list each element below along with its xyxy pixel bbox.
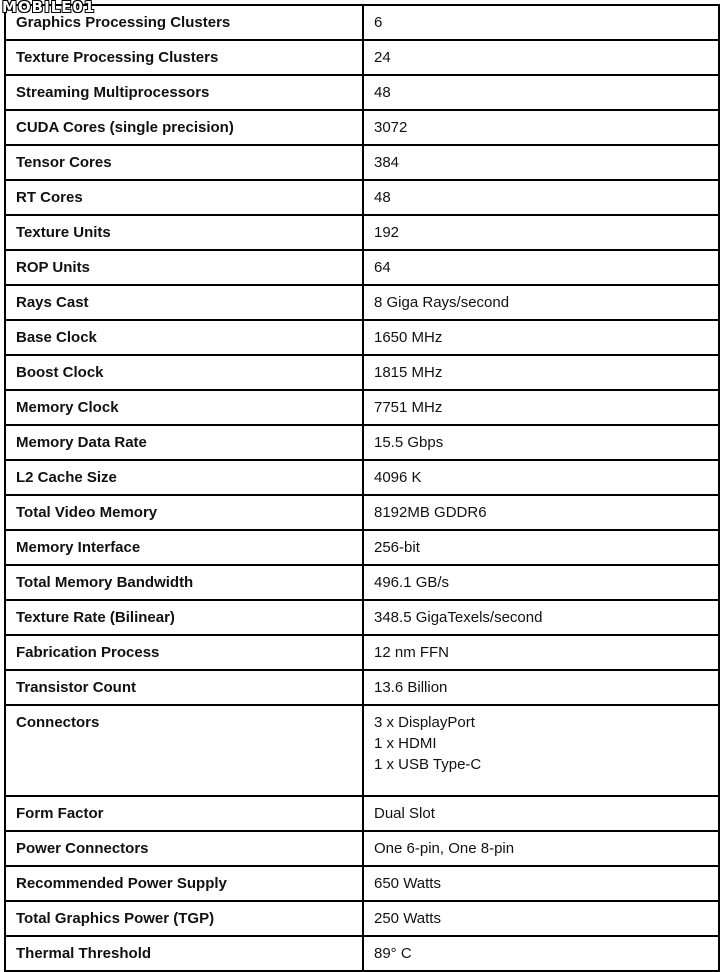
- table-row: [5, 40, 719, 75]
- table-row: [5, 670, 719, 705]
- spec-value: 48: [363, 75, 719, 110]
- spec-value: 8 Giga Rays/second: [363, 285, 719, 320]
- table-row: [5, 320, 719, 355]
- table-row: [5, 425, 719, 460]
- spec-value: 64: [363, 250, 719, 285]
- spec-value: 24: [363, 40, 719, 75]
- spec-label: Base Clock: [5, 320, 363, 355]
- spec-label: Form Factor: [5, 796, 363, 831]
- spec-value: 256-bit: [363, 530, 719, 565]
- spec-value: 15.5 Gbps: [363, 425, 719, 460]
- table-row: [5, 390, 719, 425]
- spec-label: Memory Data Rate: [5, 425, 363, 460]
- spec-table-body: [5, 5, 719, 971]
- table-row: [5, 936, 719, 971]
- spec-label: Connectors: [5, 705, 363, 796]
- table-row: [5, 866, 719, 901]
- connector-item: 3 x DisplayPort: [374, 714, 475, 731]
- table-row: [5, 215, 719, 250]
- table-row: [5, 600, 719, 635]
- spec-value: One 6-pin, One 8-pin: [363, 831, 719, 866]
- spec-value: Dual Slot: [363, 796, 719, 831]
- spec-value: 48: [363, 180, 719, 215]
- spec-label: Texture Processing Clusters: [5, 40, 363, 75]
- spec-label: Total Video Memory: [5, 495, 363, 530]
- table-row: [5, 285, 719, 320]
- table-row: [5, 530, 719, 565]
- table-row: [5, 145, 719, 180]
- table-row: [5, 565, 719, 600]
- spec-value: 192: [363, 215, 719, 250]
- spec-label: Total Memory Bandwidth: [5, 565, 363, 600]
- spec-value: 8192MB GDDR6: [363, 495, 719, 530]
- table-row: [5, 635, 719, 670]
- spec-label: L2 Cache Size: [5, 460, 363, 495]
- site-watermark-logo: MOBILE01: [2, 0, 96, 16]
- spec-value: 496.1 GB/s: [363, 565, 719, 600]
- table-row: [5, 110, 719, 145]
- table-row: [5, 460, 719, 495]
- spec-value: 7751 MHz: [363, 390, 719, 425]
- spec-label: CUDA Cores (single precision): [5, 110, 363, 145]
- spec-value: 650 Watts: [363, 866, 719, 901]
- table-row: [5, 180, 719, 215]
- table-row: [5, 495, 719, 530]
- spec-label: Tensor Cores: [5, 145, 363, 180]
- spec-label: Boost Clock: [5, 355, 363, 390]
- spec-value: 348.5 GigaTexels/second: [363, 600, 719, 635]
- table-row: [5, 831, 719, 866]
- spec-value: 1650 MHz: [363, 320, 719, 355]
- spec-value: 6: [363, 5, 719, 40]
- spec-value: 384: [363, 145, 719, 180]
- spec-label: Streaming Multiprocessors: [5, 75, 363, 110]
- spec-label: Recommended Power Supply: [5, 866, 363, 901]
- spec-label: Graphics Processing Clusters: [5, 5, 363, 40]
- spec-table: [4, 4, 720, 972]
- spec-value: 89° C: [363, 936, 719, 971]
- spec-label: Memory Clock: [5, 390, 363, 425]
- table-row: [5, 901, 719, 936]
- spec-label: Memory Interface: [5, 530, 363, 565]
- spec-label: Texture Rate (Bilinear): [5, 600, 363, 635]
- spec-label: Power Connectors: [5, 831, 363, 866]
- table-row: [5, 75, 719, 110]
- spec-label: ROP Units: [5, 250, 363, 285]
- spec-label: RT Cores: [5, 180, 363, 215]
- table-row: [5, 250, 719, 285]
- connector-item: 1 x USB Type-C: [374, 756, 482, 773]
- spec-value: 3072: [363, 110, 719, 145]
- table-row: [5, 705, 719, 796]
- spec-label: Texture Units: [5, 215, 363, 250]
- spec-value: 13.6 Billion: [363, 670, 719, 705]
- spec-value-list: [363, 705, 719, 796]
- spec-value: 250 Watts: [363, 901, 719, 936]
- spec-value: 12 nm FFN: [363, 635, 719, 670]
- table-row: [5, 796, 719, 831]
- spec-label: Total Graphics Power (TGP): [5, 901, 363, 936]
- spec-label: Fabrication Process: [5, 635, 363, 670]
- spec-label: Thermal Threshold: [5, 936, 363, 971]
- spec-value: 4096 K: [363, 460, 719, 495]
- spec-label: Rays Cast: [5, 285, 363, 320]
- table-row: [5, 5, 719, 40]
- connector-item: 1 x HDMI: [374, 735, 437, 752]
- spec-value: 1815 MHz: [363, 355, 719, 390]
- table-row: [5, 355, 719, 390]
- spec-label: Transistor Count: [5, 670, 363, 705]
